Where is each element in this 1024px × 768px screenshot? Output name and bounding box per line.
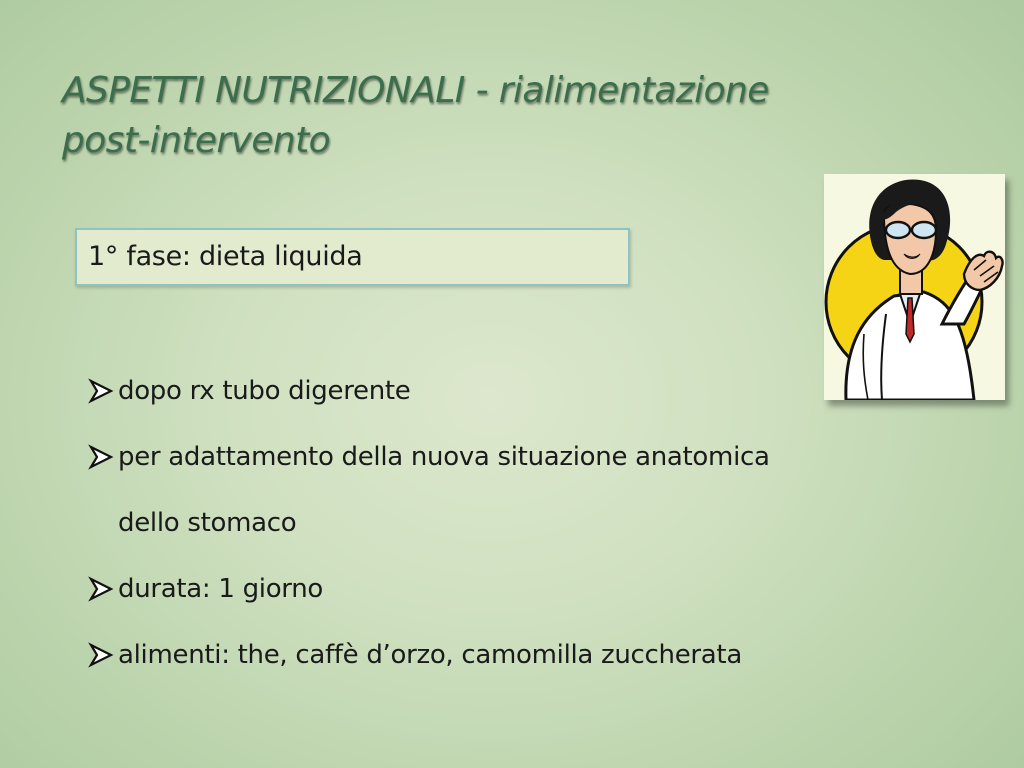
bullet-item (88, 622, 908, 688)
slide-title (62, 66, 942, 166)
bullet-item (88, 358, 908, 424)
slide-title-line-2: post-intervento (62, 120, 331, 161)
arrow-bullet-icon (88, 444, 114, 470)
slide-title-line-1: ASPETTI NUTRIZIONALI - rialimentazione (62, 70, 769, 111)
phase-box (75, 228, 630, 286)
bullet-text: dello stomaco (118, 508, 297, 538)
bullet-item (88, 424, 908, 490)
doctor-clipart-icon (824, 174, 1005, 400)
picture-frame (824, 174, 1005, 400)
phase-label: 1° fase: dieta liquida (88, 240, 363, 272)
bullet-list (88, 358, 908, 688)
bullet-text: durata: 1 giorno (118, 574, 324, 604)
bullet-item (88, 556, 908, 622)
arrow-bullet-icon (88, 642, 114, 668)
arrow-bullet-icon (88, 378, 114, 404)
bullet-text: per adattamento della nuova situazione anatomica (118, 442, 770, 472)
bullet-continuation (88, 490, 908, 556)
bullet-text: alimenti: the, caffè d’orzo, camomilla zuccherata (118, 640, 742, 670)
bullet-text: dopo rx tubo digerente (118, 376, 411, 406)
arrow-bullet-icon (88, 576, 114, 602)
